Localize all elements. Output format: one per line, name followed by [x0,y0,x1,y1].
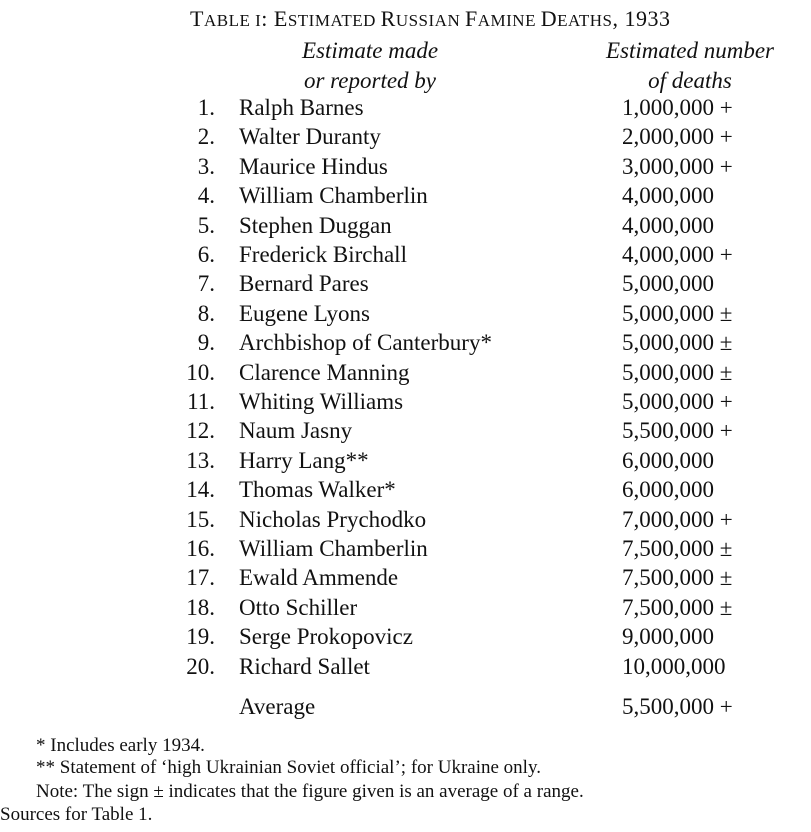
table-row [0,389,811,419]
reporter-name: Clarence Manning [239,359,410,385]
reporter-name: Eugene Lyons [239,300,370,326]
title-r: R [380,6,396,31]
reporter-name: Naum Jasny [239,418,353,444]
average-row [0,694,811,724]
table-row [0,595,811,625]
row-number: 2. [197,124,215,150]
title-t: T [190,6,204,31]
death-estimate: 3,000,000 + [622,153,733,179]
row-number: 13. [186,447,215,473]
table-row [0,477,811,507]
row-number: 12. [186,418,215,444]
row-number: 19. [186,624,215,650]
average-value: 5,500,000 + [622,694,733,719]
reporter-name: Ralph Barnes [239,95,364,120]
table-row [0,654,811,684]
reporter-name: Harry Lang** [239,447,369,473]
header-left-line1: Estimate made [301,38,439,63]
title-ussian: USSIAN [395,11,465,30]
death-estimate: 5,500,000 + [622,418,733,444]
table-row [0,507,811,537]
reporter-name: Serge Prokopovicz [239,624,413,650]
table-row [0,124,811,154]
row-number: 18. [186,594,215,620]
death-estimate: 5,000,000 ± [622,359,733,385]
death-estimate: 5,000,000 ± [622,300,733,326]
footnote-note: Note: The sign ± indicates that the figure given is an average of a range. [36,781,584,802]
death-estimate: 5,000,000 + [622,389,733,414]
row-number: 1. [197,95,215,120]
column-header-deaths [590,36,790,96]
row-number: 17. [186,565,215,591]
death-estimate: 6,000,000 [622,447,714,473]
reporter-name: William Chamberlin [239,183,428,209]
title-e: E [273,6,288,31]
table-row [0,330,811,360]
death-estimate: 4,000,000 [622,212,714,238]
row-number: 3. [197,153,215,179]
title-eaths: EATHS [557,11,613,30]
reporter-name: Bernard Pares [239,271,369,297]
header-right-line2: of deaths [648,68,732,93]
title-d: D [540,6,558,31]
title-able: ABLE I [203,11,262,30]
header-left-line2: or reported by [303,68,436,93]
table-row [0,95,811,125]
death-estimate: 9,000,000 [622,624,714,650]
death-estimate: 4,000,000 [622,183,714,209]
row-number: 10. [186,359,215,385]
table-row [0,360,811,390]
reporter-name: Thomas Walker* [239,477,396,503]
title-stimated: STIMATED [287,11,381,30]
death-estimate: 7,500,000 ± [622,565,733,591]
table-row [0,154,811,184]
table-row [0,271,811,301]
death-estimate: 7,000,000 + [622,506,733,532]
reporter-name: Whiting Williams [239,389,404,414]
footnote-single-star: * Includes early 1934. [36,735,205,756]
row-number: 8. [197,300,215,326]
footnote-double-star: ** Statement of ‘high Ukrainian Soviet official’; for Ukraine only. [36,757,541,778]
row-number: 5. [197,212,215,238]
table-row [0,536,811,566]
row-number: 9. [197,330,215,356]
average-label: Average [239,694,316,719]
row-number: 6. [197,242,215,267]
table-row [0,624,811,654]
death-estimate: 7,500,000 ± [622,594,733,620]
reporter-name: Stephen Duggan [239,212,392,238]
row-number: 20. [186,653,215,679]
reporter-name: Ewald Ammende [239,565,399,591]
death-estimate: 5,000,000 ± [622,330,733,356]
reporter-name: Frederick Birchall [239,242,407,267]
title-year: , 1933 [612,6,671,31]
row-number: 14. [186,477,215,503]
reporter-name: Nicholas Prychodko [239,506,427,532]
death-estimate: 10,000,000 [622,653,726,679]
table-row [0,565,811,595]
reporter-name: Archbishop of Canterbury* [239,330,492,356]
death-estimate: 4,000,000 + [622,242,733,267]
reporter-name: Otto Schiller [239,594,358,620]
row-number: 11. [187,389,215,414]
title-amine: AMINE [477,11,541,30]
table-row [0,418,811,448]
table-row [0,301,811,331]
reporter-name: Richard Sallet [239,653,370,679]
reporter-name: Walter Duranty [239,124,381,150]
title-f: F [464,6,478,31]
header-right-line1: Estimated number [605,38,774,63]
table-row [0,242,811,272]
table-row [0,213,811,243]
title-colon: : [261,6,274,31]
table-row [0,448,811,478]
row-number: 16. [186,536,215,561]
death-estimate: 5,000,000 [622,271,714,297]
row-number: 15. [186,506,215,532]
column-header-reporter [270,36,470,96]
table-title [190,6,790,32]
table-row [0,183,811,213]
death-estimate: 2,000,000 + [622,124,733,150]
row-number: 4. [197,183,215,209]
death-estimate: 1,000,000 + [622,95,733,120]
reporter-name: Maurice Hindus [239,153,388,179]
death-estimate: 7,500,000 ± [622,536,733,561]
footnote-sources: Sources for Table 1. [0,804,153,825]
reporter-name: William Chamberlin [239,536,428,561]
row-number: 7. [197,271,215,297]
death-estimate: 6,000,000 [622,477,714,503]
